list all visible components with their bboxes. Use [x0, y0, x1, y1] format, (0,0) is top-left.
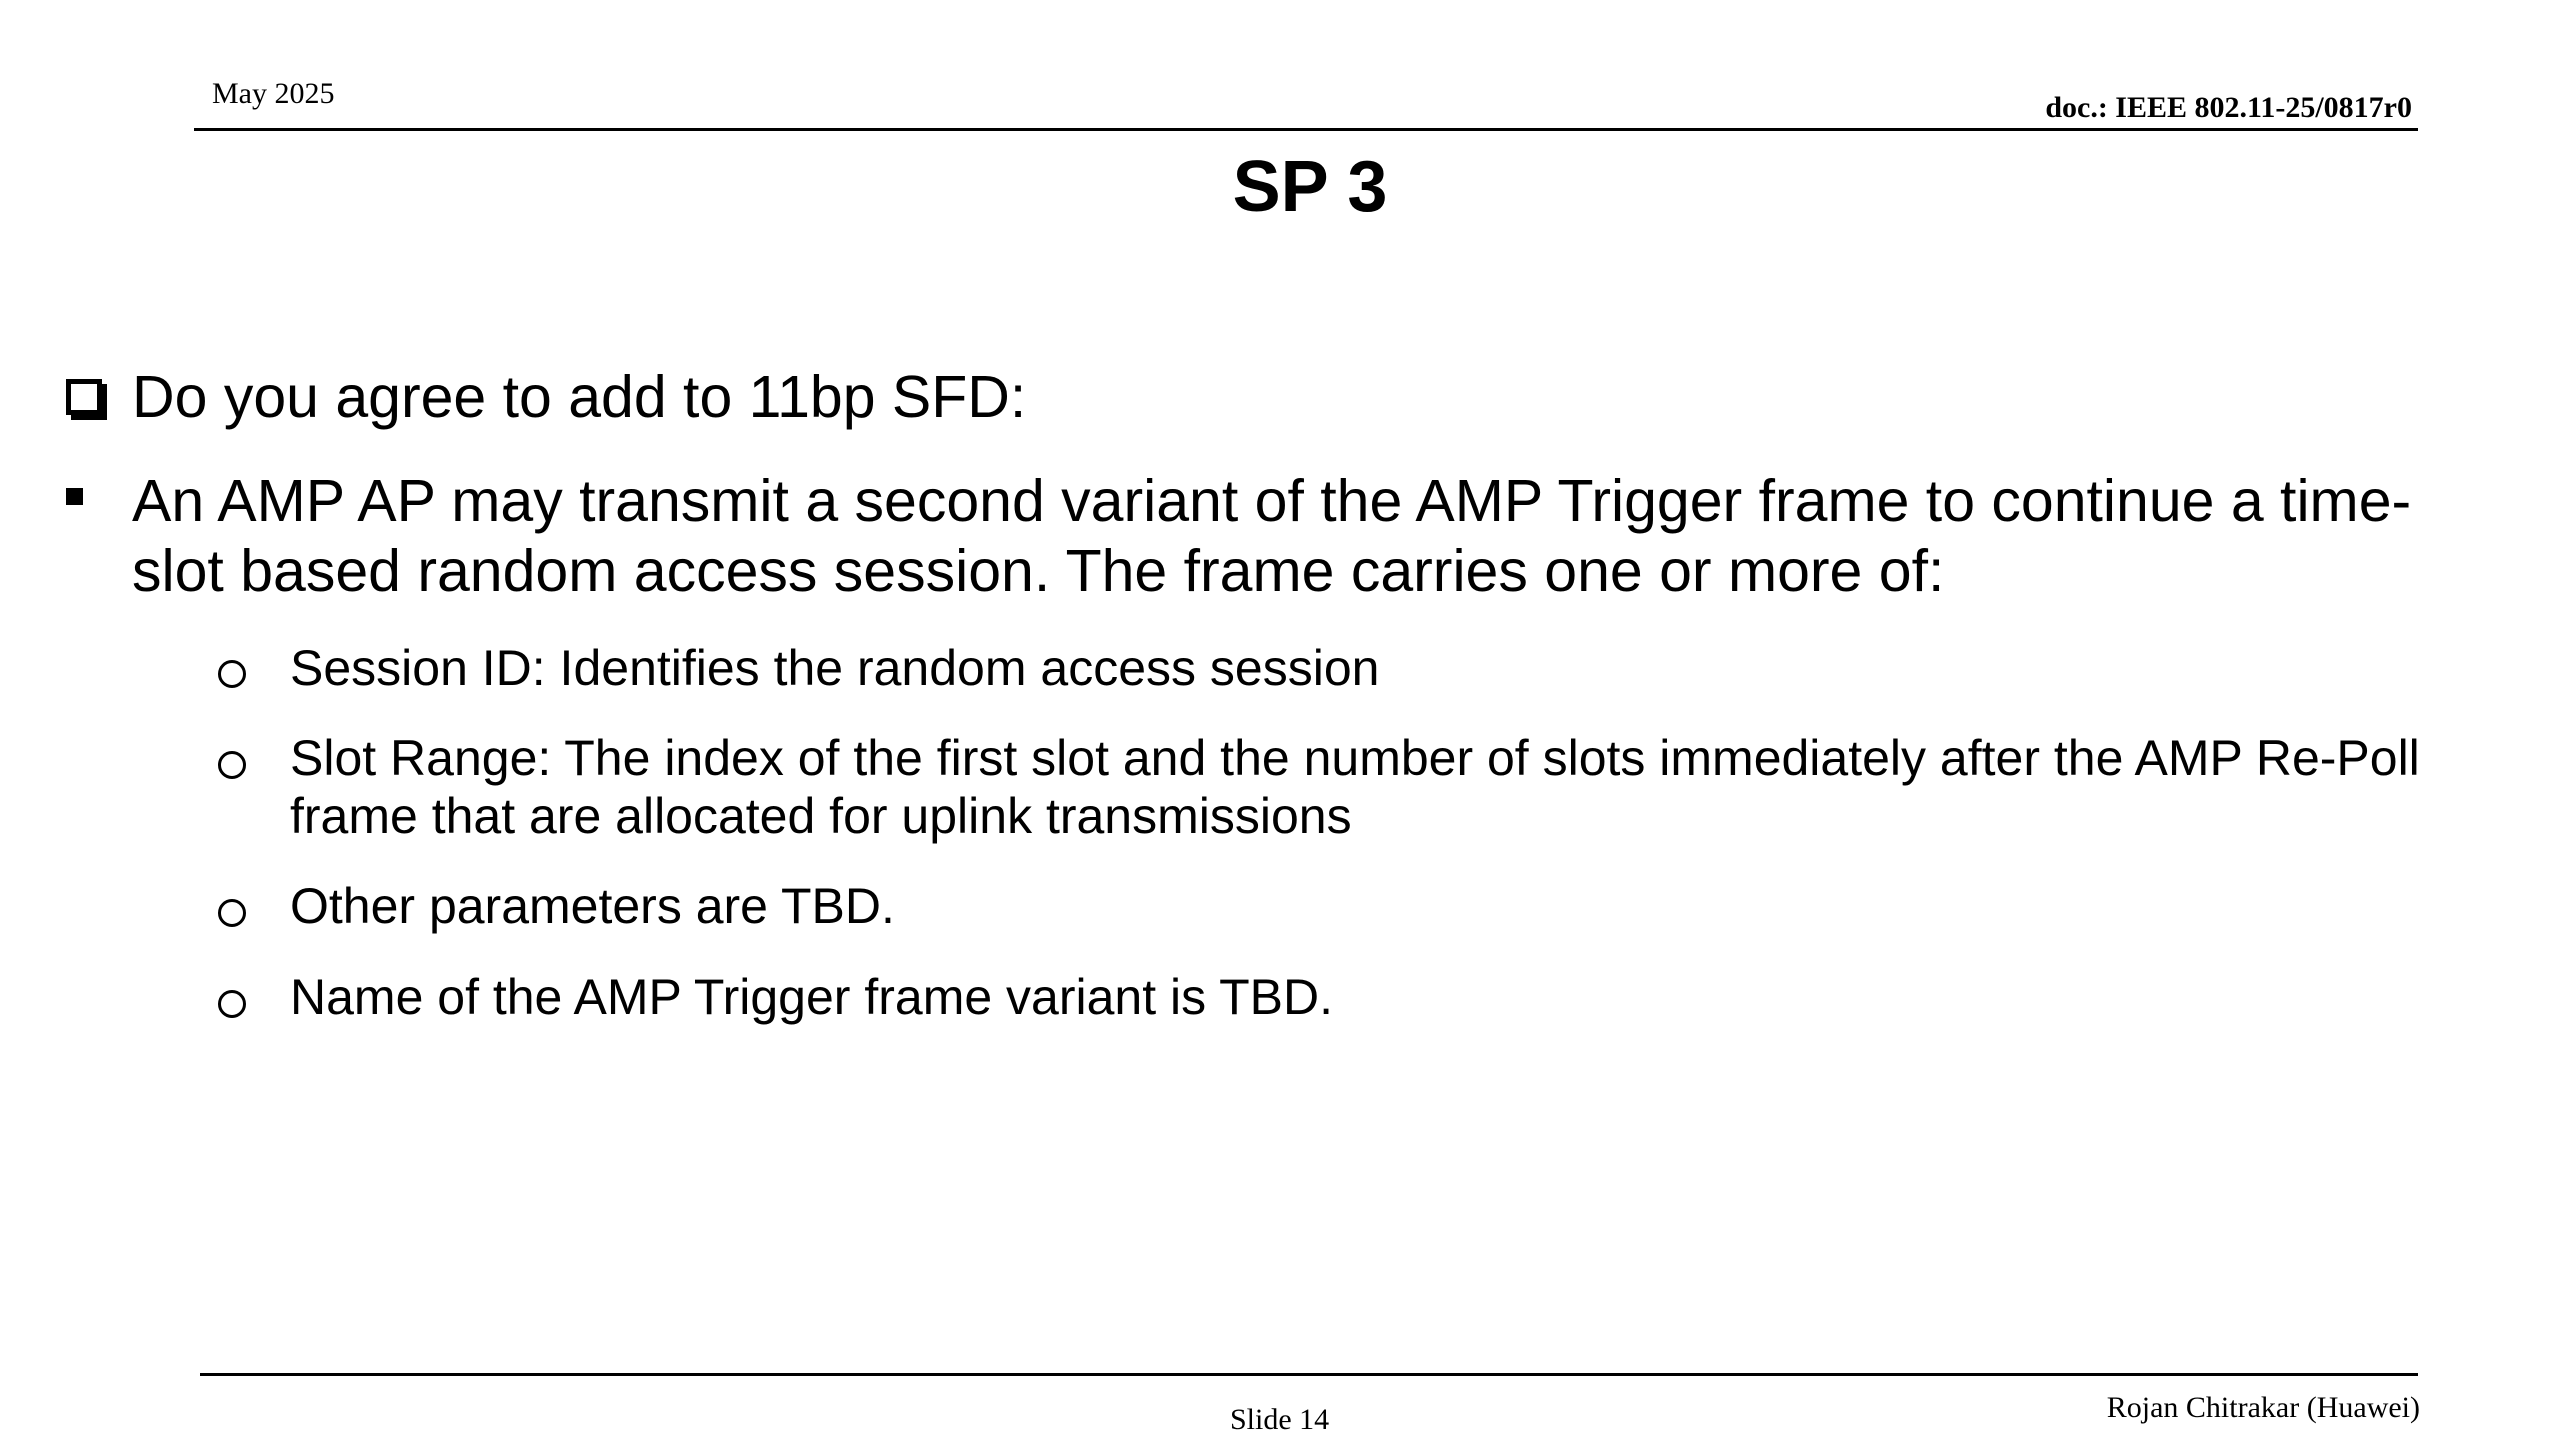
- circle-bullet-icon: [218, 899, 246, 927]
- sub-item-slot-range: Slot Range: The index of the first slot and the number of slots immediately after the AMP Re-Poll frame that are allocated for uplink transmissions: [290, 730, 2420, 844]
- square-bullet-icon: [66, 488, 83, 505]
- checkbox-bullet-icon: [66, 379, 102, 415]
- sub-item-other-parameters: Other parameters are TBD.: [290, 878, 895, 934]
- footer-author: Rojan Chitrakar (Huawei): [2106, 1391, 2420, 1424]
- question-text: Do you agree to add to 11bp SFD:: [132, 364, 1027, 430]
- sub-item-session-id: Session ID: Identifies the random access session: [290, 640, 1380, 696]
- circle-bullet-icon: [218, 751, 246, 779]
- slide-title: SP 3: [1232, 147, 1388, 227]
- circle-bullet-icon: [218, 660, 246, 688]
- header-divider: [194, 128, 2418, 131]
- footer-slide-number: Slide 14: [1230, 1403, 1330, 1436]
- header-date: May 2025: [212, 77, 335, 110]
- circle-bullet-icon: [218, 990, 246, 1018]
- sub-item-variant-name: Name of the AMP Trigger frame variant is TBD.: [290, 969, 1333, 1025]
- footer-divider: [200, 1373, 2418, 1376]
- header-doc-id: doc.: IEEE 802.11-25/0817r0: [2045, 91, 2412, 124]
- main-point-text: An AMP AP may transmit a second variant of the AMP Trigger frame to continue a time-slot based random access session. The frame carries one or more of:: [132, 468, 2412, 604]
